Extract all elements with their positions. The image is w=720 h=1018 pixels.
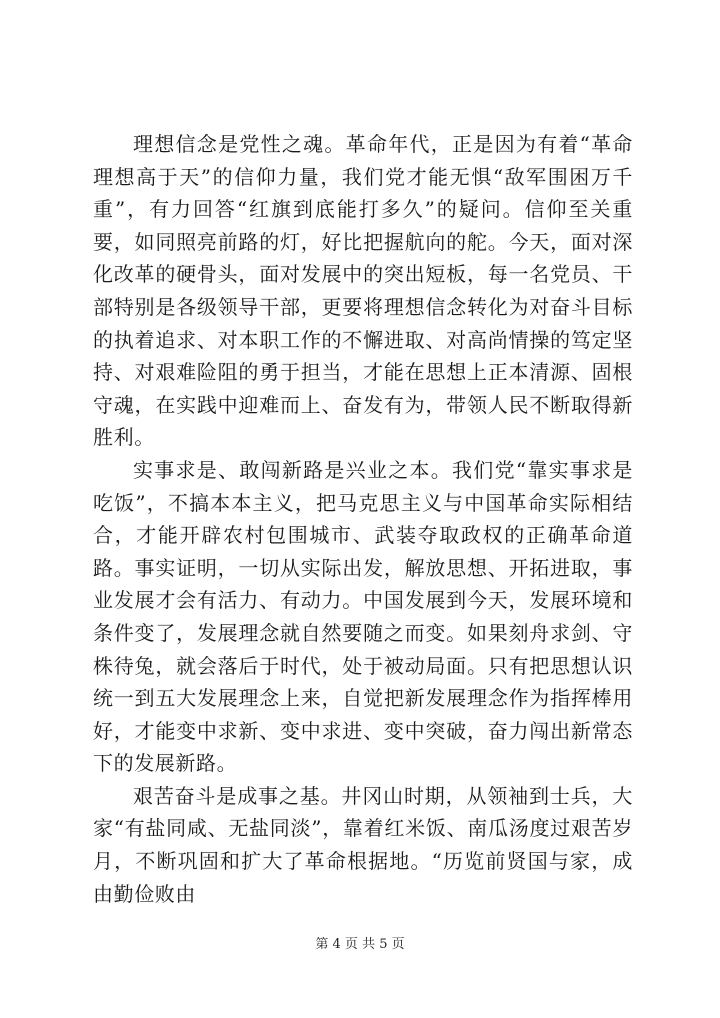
paragraph-seek-truth: 实事求是、敢闯新路是兴业之本。我们党“靠实事求是吃饭”，不搞本本主义，把马克思主义与中国革命实际相结合，才能开辟农村包围城市、武装夺取政权的正确革命道路。事实证明，一切从实际出发，解放思想、开拓进取，事业发展才会有活力、有动力。中国发展到今天，发展环境和条件变了，发展理念就自然要随之而变。如果刻舟求剑、守株待兔，就会落后于时代，处于被动局面。只有把思想认识统一到五大发展理念上来，自觉把新发展理念作为指挥棒用好，才能变中求新、变中求进、变中突破，奋力闯出新常态下的发展新路。 (93, 457, 633, 776)
paragraph-ideals-faith: 理想信念是党性之魂。革命年代，正是因为有着“革命理想高于天”的信仰力量，我们党才能无惧“敌军围困万千重”，有力回答“红旗到底能打多久”的疑问。信仰至关重要，如同照亮前路的灯，好比把握航向的舵。今天，面对深化改革的硬骨头，面对发展中的突出短板，每一名党员、干部特别是各级领导干部，更要将理想信念转化为对奋斗目标的执着追求、对本职工作的不懈进取、对高尚情操的笃定坚持、对艰难险阻的勇于担当，才能在思想上正本清源、固根守魂，在实践中迎难而上、奋发有为，带领人民不断取得新胜利。 (93, 132, 633, 450)
page-number-footer: 第 4 页 共 5 页 (315, 937, 405, 952)
document-body (93, 128, 633, 910)
paragraph-hard-work: 艰苦奋斗是成事之基。井冈山时期，从领袖到士兵，大家“有盐同咸、无盐同淡”，靠着红米饭、南瓜汤度过艰苦岁月，不断巩固和扩大了革命根据地。“历览前贤国与家，成由勤俭败由 (93, 783, 633, 906)
